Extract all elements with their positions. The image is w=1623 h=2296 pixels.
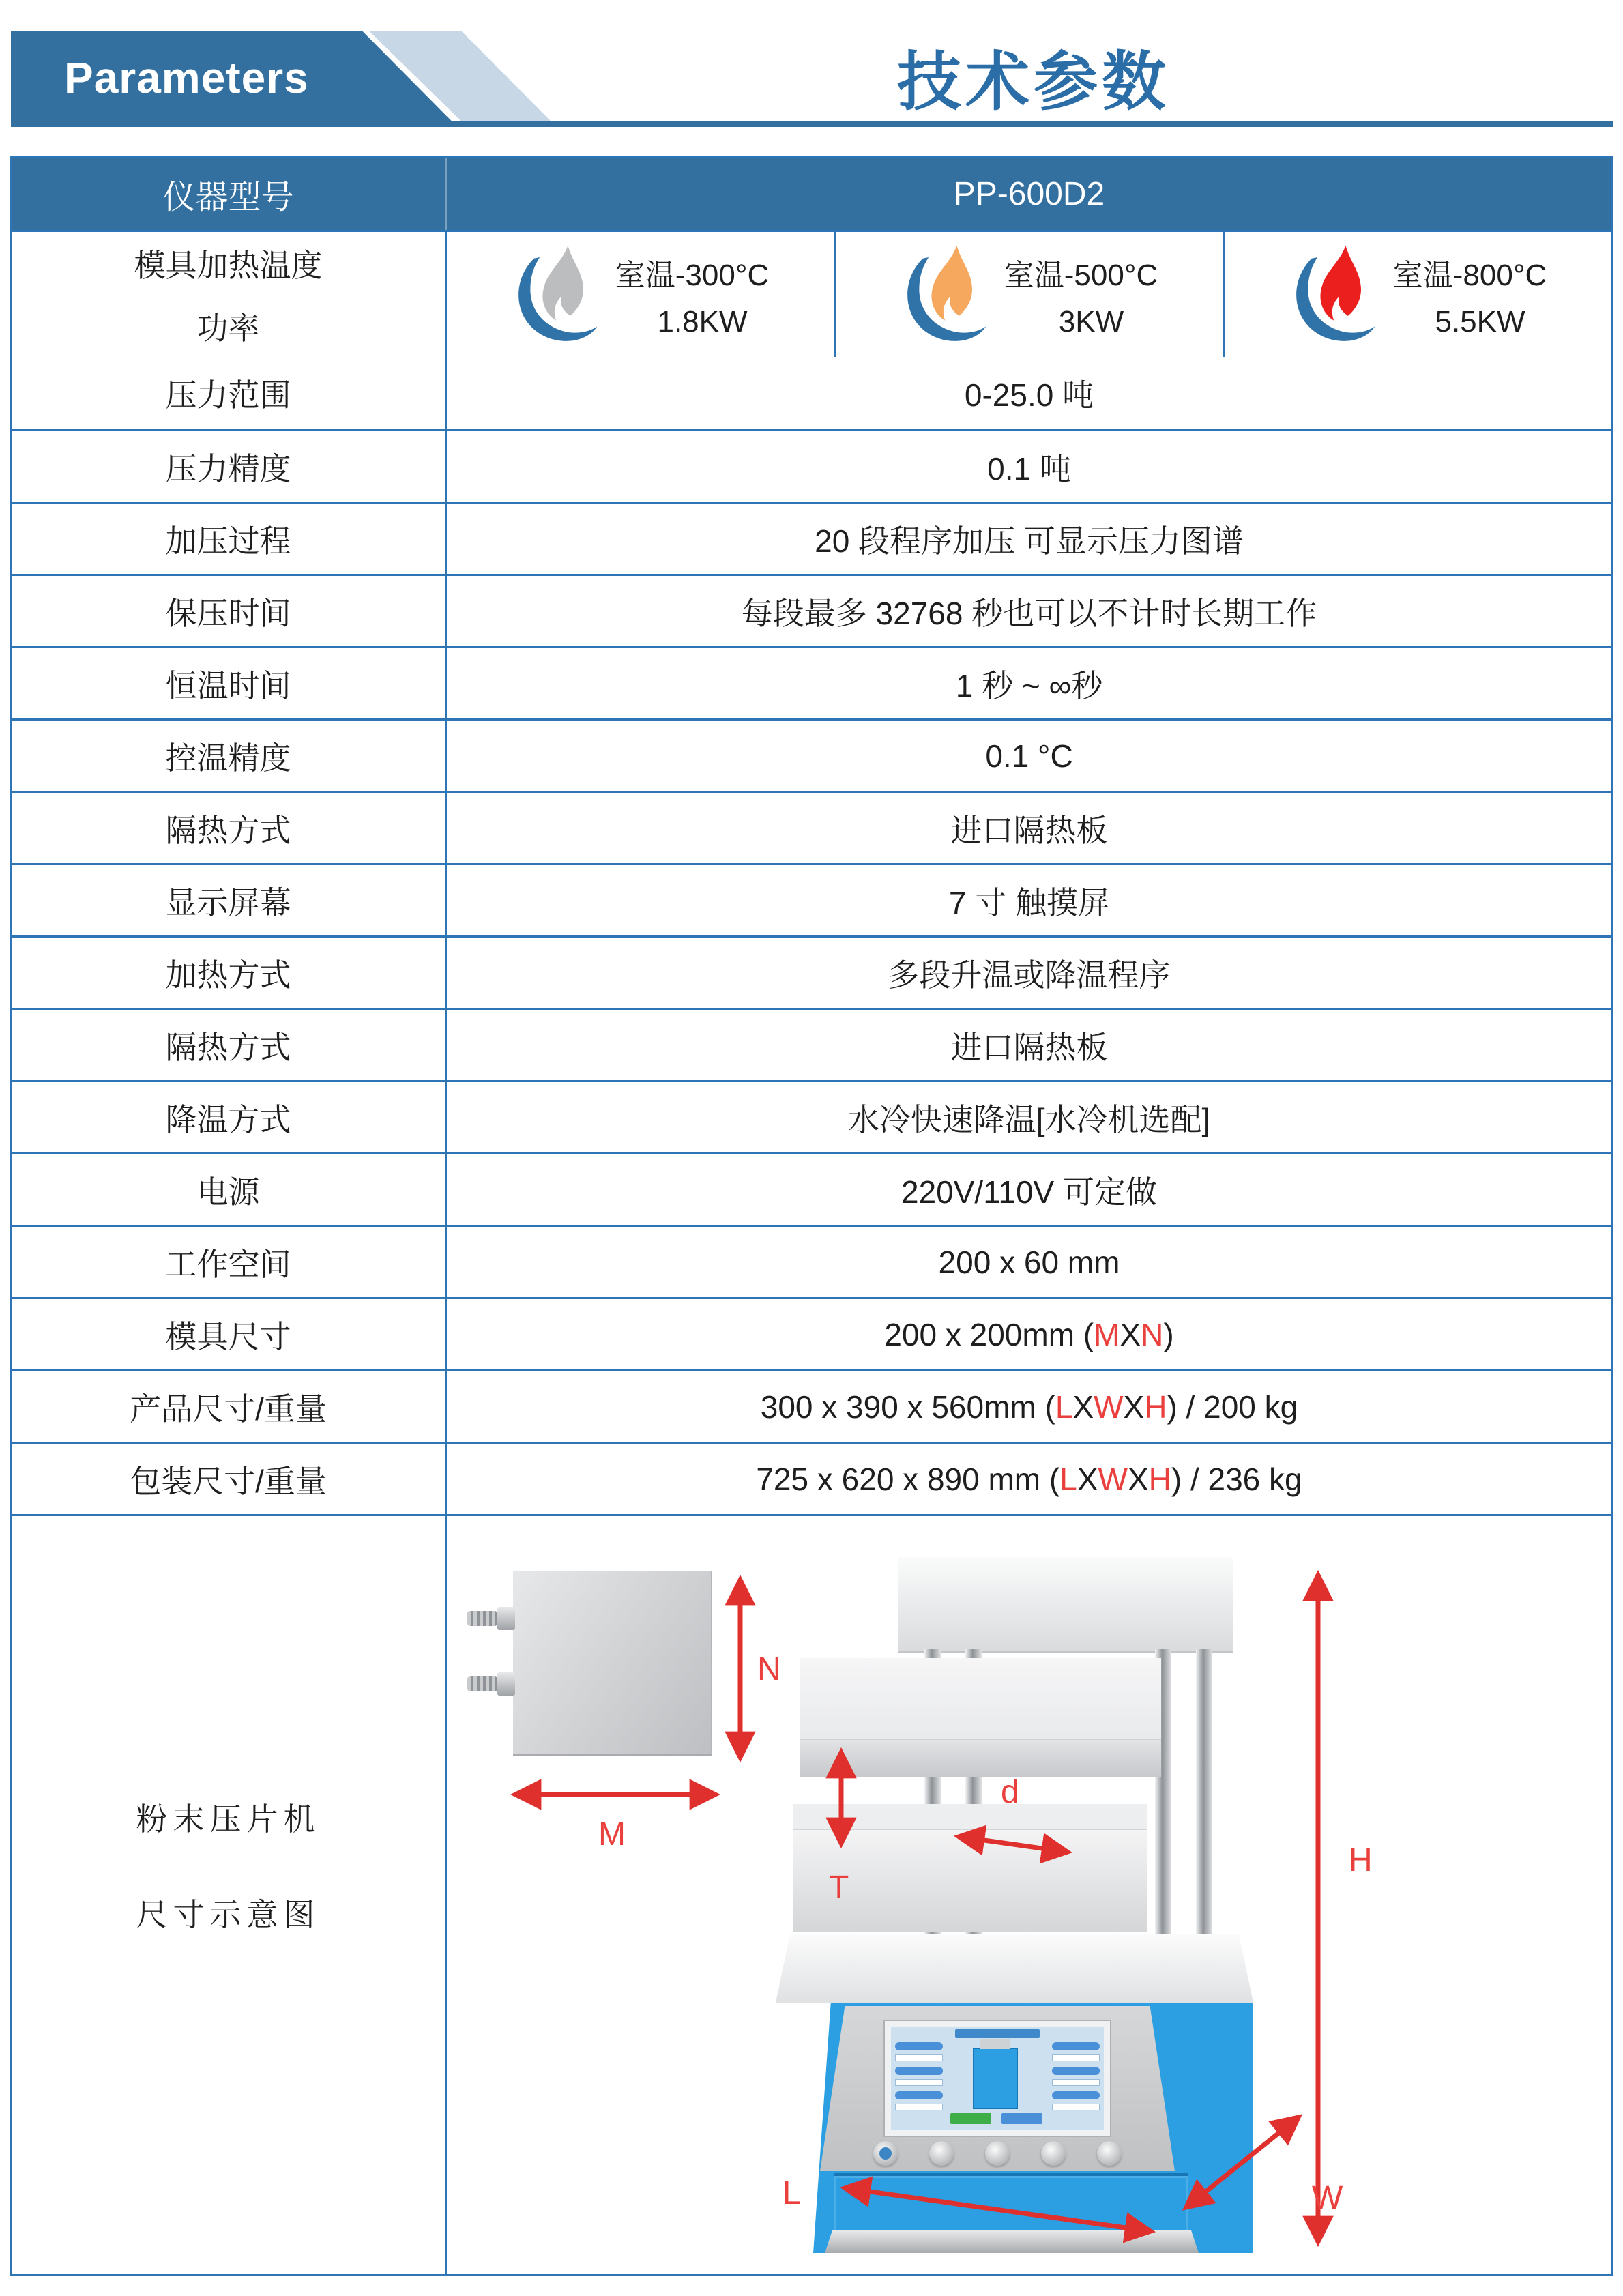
table-row (12, 1225, 1611, 1297)
row-value (447, 1371, 1611, 1442)
row-label: 隔热方式 (12, 1010, 447, 1080)
dimension-letter: M (1094, 1316, 1120, 1352)
row-value (447, 431, 1611, 502)
heating-temp: 室温-300°C (615, 258, 770, 292)
heating-option-cell (1223, 232, 1611, 357)
dim-label-L: L (783, 2175, 801, 2211)
diagram-label-cell (12, 1516, 447, 2274)
heating-temp: 室温-800°C (1392, 258, 1547, 292)
row-label: 恒温时间 (12, 648, 447, 718)
table-row (12, 1152, 1611, 1225)
dim-label-W: W (1312, 2180, 1343, 2216)
value-text: 0.1 °C (985, 738, 1073, 774)
heating-label-line2: 功率 (196, 310, 260, 346)
row-value (447, 1227, 1611, 1297)
dimension-arrows (447, 1516, 1611, 2276)
dimension-letter: H (1148, 1461, 1171, 1497)
table-row (12, 574, 1611, 646)
ribbon-label: Parameters (64, 53, 309, 102)
row-label: 保压时间 (12, 576, 447, 646)
flame-icon (512, 242, 611, 348)
heating-label-line1: 模具加热温度 (134, 247, 323, 283)
table-row (12, 646, 1611, 718)
row-label: 模具尺寸 (12, 1299, 447, 1369)
value-text: 300 x 390 x 560mm ( (760, 1389, 1055, 1425)
dimension-letter: H (1144, 1389, 1167, 1425)
row-label: 工作空间 (12, 1227, 447, 1297)
row-value (447, 793, 1611, 863)
table-row (12, 863, 1611, 935)
value-text: 20 段程序加压 可显示压力图谱 (815, 523, 1244, 559)
row-label: 降温方式 (12, 1082, 447, 1152)
parameters-table (10, 156, 1613, 2276)
value-text: 每段最多 32768 秒也可以不计时长期工作 (741, 595, 1317, 631)
value-text: 多段升温或降温程序 (888, 957, 1171, 993)
table-row (12, 791, 1611, 863)
row-label: 加压过程 (12, 504, 447, 574)
value-text: X (1127, 1461, 1149, 1497)
dim-arrow-W (1187, 2118, 1298, 2207)
row-label: 产品尺寸/重量 (12, 1371, 447, 1442)
row-label: 压力精度 (12, 431, 447, 502)
row-value (447, 1154, 1611, 1225)
value-text: 1 秒 ~ ∞秒 (955, 667, 1103, 703)
value-text: 进口隔热板 (950, 812, 1108, 848)
value-text: X (1120, 1316, 1141, 1352)
heating-temp: 室温-500°C (1004, 258, 1158, 292)
value-text: ) / 200 kg (1167, 1389, 1298, 1425)
table-row (12, 718, 1611, 791)
row-value (447, 357, 1611, 429)
page-title: 技术参数 (896, 46, 1171, 117)
dimension-letter: N (1141, 1316, 1164, 1352)
heating-cells (447, 232, 1611, 357)
dim-arrow-d (960, 1837, 1066, 1852)
dimension-letter: W (1094, 1389, 1124, 1425)
value-text: X (1077, 1461, 1098, 1497)
value-text: 水冷快速降温[水冷机选配] (847, 1101, 1211, 1137)
table-row (12, 1369, 1611, 1442)
diagram-label-line1: 粉末压片机 (136, 1801, 321, 1837)
header-rule (11, 121, 1613, 127)
diagram-cell (447, 1516, 1611, 2274)
dim-label-d: d (1001, 1774, 1019, 1810)
spec-rows (12, 357, 1611, 1514)
value-text: X (1123, 1389, 1145, 1425)
row-label: 隔热方式 (12, 793, 447, 863)
value-text: 220V/110V 可定做 (901, 1174, 1157, 1210)
row-value (447, 1299, 1611, 1369)
value-text: 0.1 吨 (987, 450, 1071, 486)
header-ribbon (11, 31, 577, 125)
heating-row (12, 230, 1611, 357)
table-header-row (12, 158, 1611, 230)
heating-option-cell (834, 232, 1223, 357)
value-text: 7 寸 触摸屏 (948, 884, 1110, 920)
table-row (12, 1080, 1611, 1152)
row-label: 电源 (12, 1154, 447, 1225)
model-label: 仪器型号 (12, 158, 447, 230)
row-value (447, 648, 1611, 718)
dimension-letter: L (1055, 1389, 1073, 1425)
row-value (447, 1010, 1611, 1080)
diagram-label-line2: 尺寸示意图 (136, 1897, 321, 1932)
row-value (447, 1082, 1611, 1152)
table-row (12, 1008, 1611, 1080)
dim-label-H: H (1349, 1842, 1373, 1878)
heating-option-cell (447, 232, 834, 357)
row-value (447, 721, 1611, 791)
row-value (447, 504, 1611, 574)
table-row (12, 357, 1611, 429)
dimension-letter: L (1059, 1461, 1077, 1497)
row-value (447, 1444, 1611, 1514)
flame-icon (1289, 242, 1389, 348)
dimension-letter: W (1098, 1461, 1128, 1497)
row-value (447, 865, 1611, 935)
value-text: 进口隔热板 (950, 1029, 1108, 1065)
value-text: 725 x 620 x 890 mm ( (756, 1461, 1060, 1497)
dim-arrow-L (846, 2188, 1150, 2231)
dim-label-T: T (829, 1870, 849, 1906)
row-label: 压力范围 (12, 357, 447, 429)
row-label: 显示屏幕 (12, 865, 447, 935)
heating-power: 3KW (1058, 304, 1124, 338)
row-value (447, 938, 1611, 1008)
table-row (12, 502, 1611, 574)
value-text: ) (1163, 1316, 1174, 1352)
flame-icon (901, 242, 1000, 348)
row-label: 加热方式 (12, 938, 447, 1008)
value-text: ) / 236 kg (1171, 1461, 1302, 1497)
row-label: 控温精度 (12, 721, 447, 791)
value-text: X (1072, 1389, 1094, 1425)
diagram-row (12, 1514, 1611, 2274)
heating-power: 1.8KW (657, 304, 748, 338)
heating-label (12, 232, 447, 357)
dim-label-M: M (598, 1816, 626, 1852)
model-value: PP-600D2 (953, 175, 1105, 212)
table-row (12, 935, 1611, 1008)
table-row (12, 1442, 1611, 1514)
value-text: 0-25.0 吨 (964, 377, 1094, 413)
table-row (12, 429, 1611, 502)
row-value (447, 576, 1611, 646)
value-text: 200 x 200mm ( (884, 1316, 1094, 1352)
table-row (12, 1297, 1611, 1369)
dim-label-N: N (757, 1651, 781, 1687)
value-text: 200 x 60 mm (938, 1244, 1120, 1280)
heating-power: 5.5KW (1435, 304, 1525, 338)
row-label: 包装尺寸/重量 (12, 1444, 447, 1514)
